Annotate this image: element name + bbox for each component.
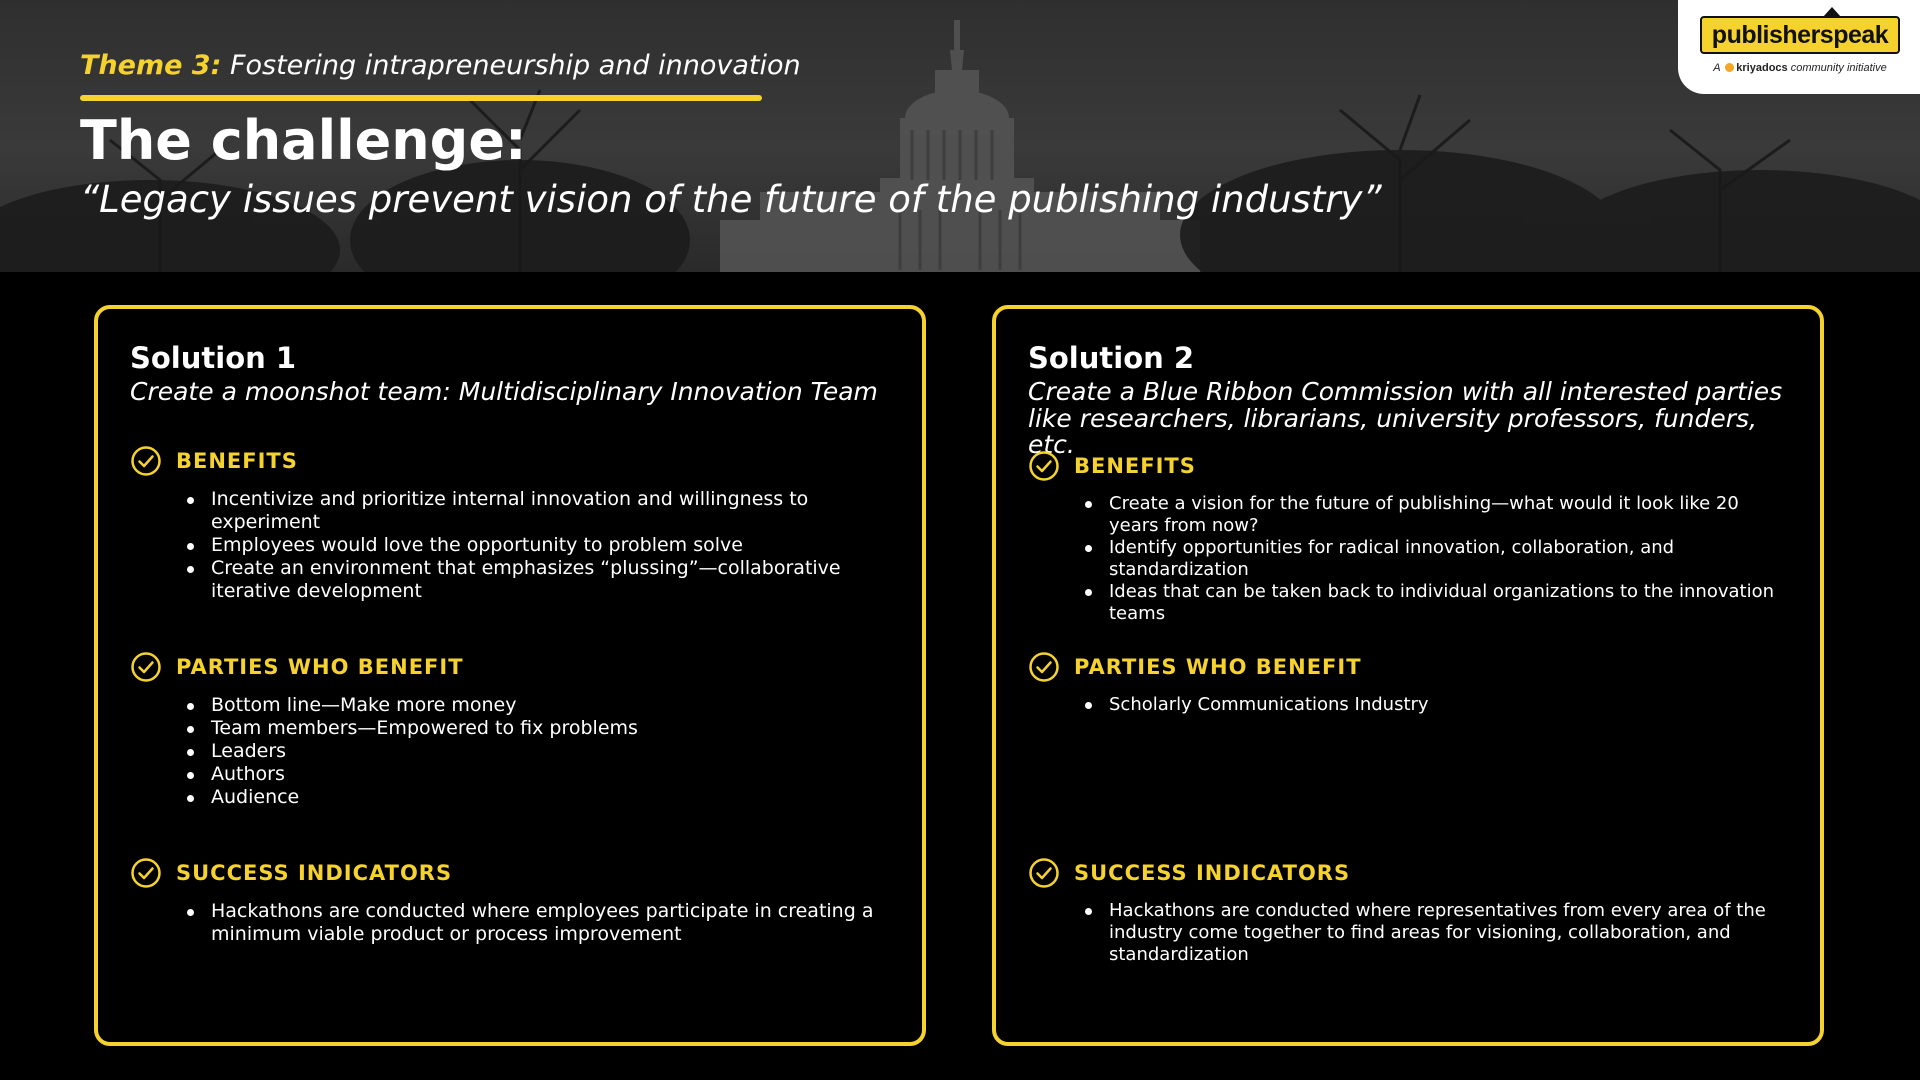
solution-card-2 [992, 305, 1824, 1046]
list-item: Hackathons are conducted where representatives from every area of the industry come together to find areas for visioning, collaboration, and standardization [1076, 900, 1786, 966]
section-heading: BENEFITS [176, 449, 298, 473]
list-item: Scholarly Communications Industry [1076, 694, 1786, 716]
solution-description: Create a moonshot team: Multidisciplinary Innovation Team [130, 376, 878, 406]
list-item: Create an environment that emphasizes “plussing”—collaborative iterative development [178, 557, 888, 603]
publisherspeak-logo [1678, 0, 1920, 94]
check-circle-icon [130, 445, 162, 477]
section-heading: SUCCESS INDICATORS [1074, 861, 1351, 885]
benefits-section [1028, 449, 1786, 625]
parties-list [178, 694, 888, 809]
benefits-section [130, 444, 888, 603]
header-banner [0, 0, 1920, 272]
logo-tagline-suffix: community initiative [1790, 62, 1887, 74]
theme-label: Theme 3: [80, 50, 222, 81]
list-item: Identify opportunities for radical innovation, collaboration, and standardization [1076, 537, 1786, 581]
parties-section [130, 650, 888, 809]
logo-wordmark: publisherspeak [1700, 16, 1900, 54]
success-list [1076, 900, 1786, 966]
theme-line [80, 50, 1382, 81]
parties-list [1076, 694, 1786, 716]
section-heading: PARTIES WHO BENEFIT [176, 655, 464, 679]
page-title: The challenge: [80, 109, 527, 172]
logo-tagline [1700, 62, 1900, 74]
list-item: Incentivize and prioritize internal innovation and willingness to experiment [178, 488, 888, 534]
list-item: Audience [178, 786, 888, 809]
theme-divider [80, 95, 762, 101]
list-item: Ideas that can be taken back to individual organizations to the innovation teams [1076, 581, 1786, 625]
challenge-quote: “Legacy issues prevent vision of the future of the publishing industry” [80, 178, 1382, 222]
success-list [178, 900, 888, 946]
solution-title: Solution 2 [1028, 341, 1195, 375]
list-item: Leaders [178, 740, 888, 763]
benefits-list [1076, 493, 1786, 625]
section-heading: BENEFITS [1074, 454, 1196, 478]
section-heading: SUCCESS INDICATORS [176, 861, 453, 885]
list-item: Employees would love the opportunity to problem solve [178, 534, 888, 557]
logo-tagline-prefix: A [1713, 62, 1721, 74]
benefits-list [178, 488, 888, 603]
logo-tagline-brand: kriyadocs [1736, 62, 1788, 74]
check-circle-icon [1028, 857, 1060, 889]
list-item: Bottom line—Make more money [178, 694, 888, 717]
section-heading: PARTIES WHO BENEFIT [1074, 655, 1362, 679]
list-item: Create a vision for the future of publishing—what would it look like 20 years from now? [1076, 493, 1786, 537]
check-circle-icon [130, 651, 162, 683]
theme-text: Fostering intrapreneurship and innovation [221, 50, 801, 81]
success-section [1028, 856, 1786, 966]
list-item: Authors [178, 763, 888, 786]
list-item: Hackathons are conducted where employees participate in creating a minimum viable product or process improvement [178, 900, 888, 946]
solution-title: Solution 1 [130, 341, 297, 375]
list-item: Team members—Empowered to fix problems [178, 717, 888, 740]
solution-card-1 [94, 305, 926, 1046]
solution-description: Create a Blue Ribbon Commission with all interested parties like researchers, librarians, university professors, funders, etc. [1028, 376, 1783, 460]
parties-section [1028, 650, 1786, 716]
check-circle-icon [130, 857, 162, 889]
kriyadocs-icon [1725, 63, 1734, 72]
check-circle-icon [1028, 651, 1060, 683]
success-section [130, 856, 888, 946]
check-circle-icon [1028, 450, 1060, 482]
header-text-block [80, 50, 1382, 221]
